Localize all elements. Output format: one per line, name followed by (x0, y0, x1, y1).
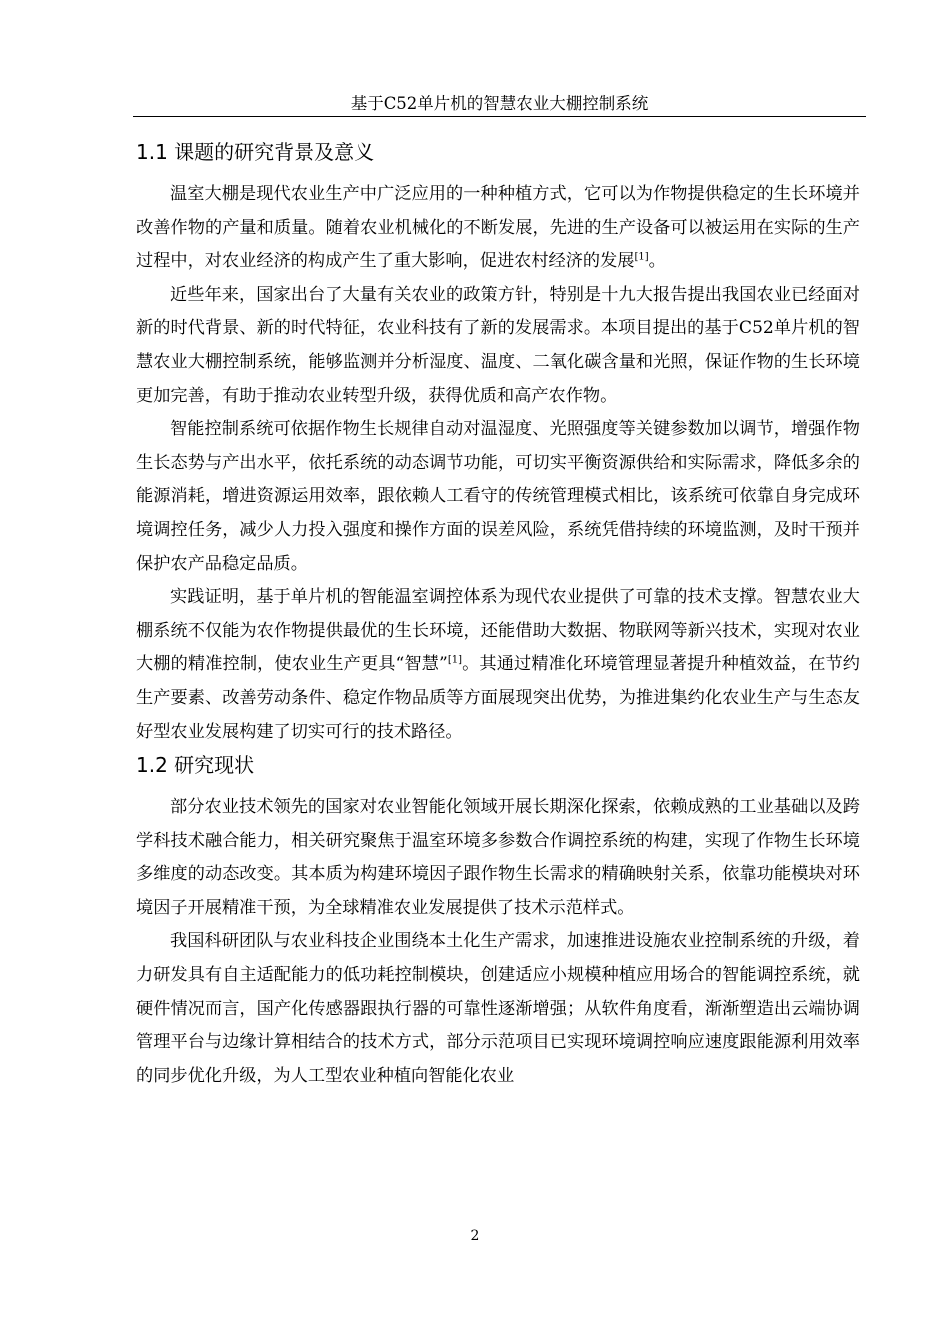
paragraph: 我国科研团队与农业科技企业围绕本土化生产需求，加速推进设施农业控制系统的升级，着力研发具有自主适配能力的低功耗控制模块，创建适应小规模种植应用场合的智能调控系统，就硬件情况而言，国产化传感器跟执行器的可靠性逐渐增强；从软件角度看，渐渐塑造出云端协调管理平台与边缘计算相结合的技术方式，部分示范项目已实现环境调控响应速度跟能源利用效率的同步优化升级，为人工型农业种植向智能化农业 (136, 931, 860, 1086)
section-heading-1-2: 1.2 研究现状 (136, 753, 255, 778)
paragraph: 智能控制系统可依据作物生长规律自动对温湿度、光照强度等关键参数加以调节，增强作物生长态势与产出水平，依托系统的动态调节功能，可切实平衡资源供给和实际需求，降低多余的能源消耗，增进资源运用效率，跟依赖人工看守的传统管理模式相比，该系统可依靠自身完成环境调控任务，减少人力投入强度和操作方面的误差风险，系统凭借持续的环境监测，及时干预并保护农产品稳定品质。 (136, 419, 860, 574)
paragraph-tail: 。 (648, 251, 666, 272)
paragraph-text: 温室大棚是现代农业生产中广泛应用的一种种植方式，它可以为作物提供稳定的生长环境并改善作物的产量和质量。随着农业机械化的不断发展，先进的生产设备可以被运用在实际的生产过程中，对农业经济的构成产生了重大影响，促进农村经济的发展 (136, 184, 860, 272)
paragraph: 近些年来，国家出台了大量有关农业的政策方针，特别是十九大报告提出我国农业已经面对新的时代背景、新的时代特征，农业科技有了新的发展需求。本项目提出的基于C52单片机的智慧农业大棚控制系统，能够监测并分析湿度、温度、二氧化碳含量和光照，保证作物的生长环境更加完善，有助于推动农业转型升级，获得优质和高产农作物。 (136, 284, 860, 406)
paragraph (136, 581, 860, 749)
page-number: 2 (470, 1228, 480, 1244)
section-heading-1-1: 1.1 课题的研究背景及意义 (136, 140, 375, 164)
citation-marker[interactable]: [1] (447, 654, 463, 666)
page-body (136, 136, 860, 1093)
paragraph-text: 实践证明，基于单片机的智能温室调控体系为现代农业提供了可靠的技术支撑。智慧农业大棚系统不仅能为农作物提供最优的生长环境，还能借助大数据、物联网等新兴技术，实现对农业大棚的精准控制，使农业生产更具“智慧” (136, 587, 860, 675)
paragraph-tail: 。其通过精准化环境管理显著提升种植效益，在节约生产要素、改善劳动条件、稳定作物品质等方面展现突出优势，为推进集约化农业生产与生态友好型农业发展构建了切实可行的技术路径。 (136, 654, 860, 742)
citation-marker[interactable]: [1] (634, 251, 649, 263)
running-header: 基于C52单片机的智慧农业大棚控制系统 (133, 92, 866, 117)
paragraph (136, 178, 860, 279)
paragraph: 部分农业技术领先的国家对农业智能化领域开展长期深化探索，依赖成熟的工业基础以及跨学科技术融合能力，相关研究聚焦于温室环境多参数合作调控系统的构建，实现了作物生长环境多维度的动态改变。其本质为构建环境因子跟作物生长需求的精确映射关系，依靠功能模块对环境因子开展精准干预，为全球精准农业发展提供了技术示范样式。 (136, 797, 860, 918)
